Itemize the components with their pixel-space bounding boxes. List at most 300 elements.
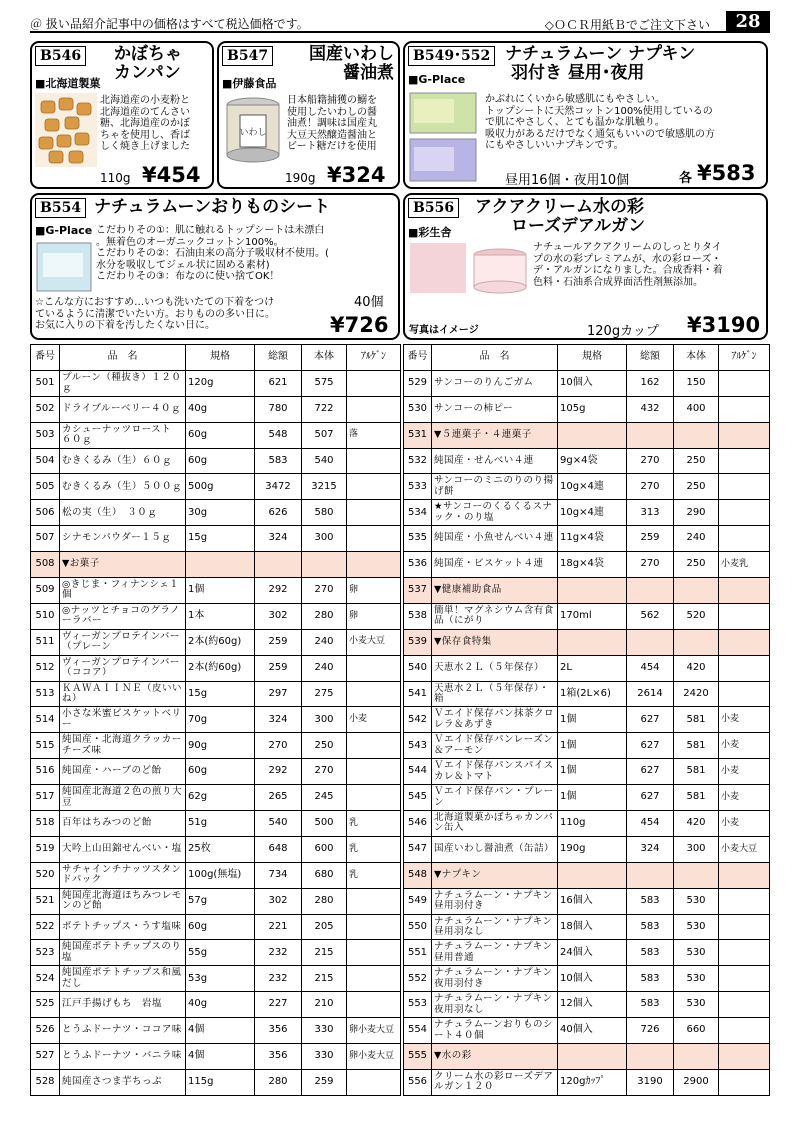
table-row: [31, 914, 401, 940]
item-allergen: [719, 1018, 770, 1044]
item-name: 天恵水２Ｌ（５年保存）: [432, 655, 558, 681]
item-total: 454: [627, 655, 674, 681]
product-card-b554: [30, 193, 400, 340]
table-row: [31, 992, 401, 1018]
item-allergen: 小麦大豆: [719, 836, 770, 862]
product-description: かぶれにくいから敏感肌にもやさしい。 トップシートに天然コットン100%使用しているの で肌にやさしく、とても温かな肌触り。 吸収力があるだけでなく通気もいいので敏感肌の方 にもやさしいいナプキンです。: [485, 94, 715, 151]
table-row: [31, 733, 401, 759]
item-base: 275: [302, 681, 347, 707]
item-number: 516: [31, 759, 60, 785]
product-card-b547: [217, 41, 400, 189]
item-name: サンコーのミニのりのり揚げ餅: [432, 474, 558, 500]
table-row: [404, 370, 770, 396]
item-name: 百年はちみつのど飴: [60, 811, 186, 837]
item-name: 簡単！マグネシウム含有食品（にがり: [432, 603, 558, 629]
item-name: シナモンパウダー１５ｇ: [60, 526, 186, 552]
item-allergen: 乳: [347, 862, 401, 888]
item-spec: 170ml: [558, 603, 627, 629]
item-number: 505: [31, 474, 60, 500]
table-row: [31, 422, 401, 448]
item-base: 722: [302, 396, 347, 422]
item-base: 240: [302, 629, 347, 655]
item-name: ナチュラムーン・ナプキン昼用普通: [432, 940, 558, 966]
table-row: [404, 500, 770, 526]
item-total: 726: [627, 1018, 674, 1044]
col-number: 番号: [31, 345, 60, 371]
item-name: 松の実（生） ３０ｇ: [60, 500, 186, 526]
table-row: [31, 578, 401, 604]
item-base: [674, 629, 719, 655]
item-name: 純国産北海道ほちみつレモンのど飴: [60, 888, 186, 914]
item-number: 535: [404, 526, 432, 552]
table-row: [31, 474, 401, 500]
item-base: 420: [674, 811, 719, 837]
table-row: [404, 629, 770, 655]
item-total: 626: [255, 500, 302, 526]
item-spec: [558, 578, 627, 604]
item-base: 300: [674, 836, 719, 862]
item-name: プルーン（種抜き）１２０ｇ: [60, 370, 186, 396]
item-name: ドライブルーベリー４０ｇ: [60, 396, 186, 422]
item-allergen: [347, 785, 401, 811]
item-name: ▼健康補助食品: [432, 578, 558, 604]
item-name: むきくるみ（生）６０ｇ: [60, 448, 186, 474]
table-row: [404, 655, 770, 681]
item-base: 530: [674, 888, 719, 914]
product-title: 国産いわし 醤油煮: [309, 44, 394, 83]
item-base: 300: [302, 707, 347, 733]
item-number: 553: [404, 992, 432, 1018]
item-number: 513: [31, 681, 60, 707]
item-allergen: [719, 370, 770, 396]
item-number: 544: [404, 759, 432, 785]
item-base: 250: [674, 474, 719, 500]
item-base: 507: [302, 422, 347, 448]
item-allergen: [347, 526, 401, 552]
table-row: [404, 785, 770, 811]
item-base: 400: [674, 396, 719, 422]
item-allergen: [719, 681, 770, 707]
item-base: 420: [674, 655, 719, 681]
item-spec: 60g: [186, 448, 255, 474]
item-name: ナチュラムーン・ナプキン昼用羽付き: [432, 888, 558, 914]
item-spec: 2本(約60g): [186, 629, 255, 655]
item-spec: 10個入: [558, 966, 627, 992]
col-allergen: ｱﾙｹﾞﾝ: [347, 345, 401, 371]
item-total: 270: [627, 448, 674, 474]
item-name: Ｖエイド保存パンスパイスカレ＆トマト: [432, 759, 558, 785]
item-name: ▼ナプキン: [432, 862, 558, 888]
item-base: 575: [302, 370, 347, 396]
item-base: 245: [302, 785, 347, 811]
item-base: 660: [674, 1018, 719, 1044]
item-base: 210: [302, 992, 347, 1018]
item-total: 454: [627, 811, 674, 837]
item-number: 530: [404, 396, 432, 422]
item-allergen: [719, 448, 770, 474]
item-total: 270: [627, 552, 674, 578]
item-allergen: [719, 1069, 770, 1095]
item-spec: [558, 629, 627, 655]
item-spec: [186, 552, 255, 578]
item-base: 580: [302, 500, 347, 526]
table-row: [404, 1069, 770, 1095]
product-title: かぼちゃ カンパン: [114, 44, 182, 83]
product-image-sheet: [35, 239, 93, 295]
item-name: 純国産・ビスケット４連: [432, 552, 558, 578]
product-image-napkin: [408, 89, 480, 185]
item-total: 3472: [255, 474, 302, 500]
item-spec: 16個入: [558, 888, 627, 914]
item-spec: 62g: [186, 785, 255, 811]
item-base: 2420: [674, 681, 719, 707]
item-total: 221: [255, 914, 302, 940]
item-total: 583: [627, 966, 674, 992]
item-spec: 53g: [186, 966, 255, 992]
item-number: 508: [31, 552, 60, 578]
svg-text:いわし: いわし: [239, 128, 267, 138]
item-number: 529: [404, 370, 432, 396]
item-total: 280: [255, 1069, 302, 1095]
table-row: [31, 862, 401, 888]
item-allergen: [719, 888, 770, 914]
item-total: 583: [627, 914, 674, 940]
table-row: [404, 966, 770, 992]
item-allergen: [719, 940, 770, 966]
table-row: [31, 526, 401, 552]
item-base: 581: [674, 733, 719, 759]
item-spec: 1個: [558, 785, 627, 811]
item-spec: 9g×4袋: [558, 448, 627, 474]
item-base: 520: [674, 603, 719, 629]
table-row: [31, 629, 401, 655]
item-name: 小さな米蜜ビスケットベリー: [60, 707, 186, 733]
item-allergen: [719, 1044, 770, 1070]
product-title: ナチュラムーンおりものシート: [94, 197, 331, 217]
item-allergen: 乳: [347, 836, 401, 862]
item-base: 500: [302, 811, 347, 837]
table-row: [31, 603, 401, 629]
item-base: 290: [674, 500, 719, 526]
item-spec: 90g: [186, 733, 255, 759]
item-spec: 120gｶｯﾌﾟ: [558, 1069, 627, 1095]
item-number: 538: [404, 603, 432, 629]
item-name: 国産いわし醤油煮（缶詰）: [432, 836, 558, 862]
item-total: 2614: [627, 681, 674, 707]
item-spec: 25枚: [186, 836, 255, 862]
item-base: [674, 862, 719, 888]
item-allergen: [347, 914, 401, 940]
item-number: 537: [404, 578, 432, 604]
item-base: 300: [302, 526, 347, 552]
product-card-b556: [403, 193, 768, 340]
item-name: 純国産・ハーブのど飴: [60, 759, 186, 785]
item-allergen: 小麦大豆: [347, 629, 401, 655]
item-name: 純国産・小魚せんべい４連: [432, 526, 558, 552]
product-size: 110g: [100, 171, 131, 185]
table-row: [31, 552, 401, 578]
item-name: クリーム水の彩ローズデアルガン１２０: [432, 1069, 558, 1095]
item-number: 545: [404, 785, 432, 811]
item-total: 324: [255, 526, 302, 552]
product-size: 40個: [354, 295, 384, 310]
item-base: 530: [674, 914, 719, 940]
item-number: 525: [31, 992, 60, 1018]
item-name: ▼５連菓子・４連菓子: [432, 422, 558, 448]
item-spec: 24個入: [558, 940, 627, 966]
item-name: 純国産ポテトチップス和風だし: [60, 966, 186, 992]
price-table-right: [403, 344, 770, 1096]
item-name: ヴィーガンプロテインバー（ココア）: [60, 655, 186, 681]
table-row: [404, 681, 770, 707]
item-allergen: [719, 474, 770, 500]
item-name: Ｖエイド保存パン・プレーン: [432, 785, 558, 811]
item-allergen: [719, 914, 770, 940]
item-spec: 55g: [186, 940, 255, 966]
item-number: 501: [31, 370, 60, 396]
table-row: [31, 707, 401, 733]
table-row: [31, 888, 401, 914]
table-row: [404, 888, 770, 914]
table-row: [404, 992, 770, 1018]
table-row: [404, 914, 770, 940]
table-row: [31, 759, 401, 785]
item-allergen: [347, 655, 401, 681]
item-spec: 57g: [186, 888, 255, 914]
item-name: ナチュラムーン・ナプキン夜用羽付き: [432, 966, 558, 992]
item-allergen: 乳: [347, 811, 401, 837]
item-number: 556: [404, 1069, 432, 1095]
item-allergen: [347, 992, 401, 1018]
item-spec: 12個入: [558, 992, 627, 1018]
item-name: ナチュラムーンおりものシート４０個: [432, 1018, 558, 1044]
table-row: [404, 474, 770, 500]
table-row: [404, 811, 770, 837]
table-row: [404, 836, 770, 862]
table-row: [404, 603, 770, 629]
col-spec: 規格: [558, 345, 627, 371]
item-allergen: [347, 940, 401, 966]
item-base: [674, 1044, 719, 1070]
item-spec: 60g: [186, 914, 255, 940]
item-total: 292: [255, 759, 302, 785]
item-base: 250: [674, 552, 719, 578]
item-base: 581: [674, 759, 719, 785]
photo-note: 写真はイメージ: [409, 325, 479, 336]
product-size: 120gカップ: [587, 324, 659, 339]
item-allergen: 小麦: [719, 811, 770, 837]
item-allergen: [347, 759, 401, 785]
item-total: 270: [255, 733, 302, 759]
item-number: 515: [31, 733, 60, 759]
table-row: [31, 500, 401, 526]
item-allergen: [719, 655, 770, 681]
recommend-note: ☆こんな方におすすめ…いつも洗いたての下着をつけ ているように清潔でいたい方。おりものの多い日に。 お気に入りの下着を汚したくない日に。: [35, 297, 275, 331]
item-name: ナチュラムーン・ナプキン夜用羽なし: [432, 992, 558, 1018]
table-row: [404, 1018, 770, 1044]
item-number: 548: [404, 862, 432, 888]
item-spec: 500g: [186, 474, 255, 500]
item-spec: 40g: [186, 992, 255, 1018]
col-allergen: ｱﾙｹﾞﾝ: [719, 345, 770, 371]
item-base: [302, 552, 347, 578]
table-row: [404, 578, 770, 604]
item-allergen: [347, 966, 401, 992]
item-number: 526: [31, 1018, 60, 1044]
product-price: ¥726: [330, 313, 389, 337]
item-total: [627, 1044, 674, 1070]
item-base: 259: [302, 1069, 347, 1095]
item-total: 324: [255, 707, 302, 733]
item-number: 552: [404, 966, 432, 992]
item-number: 531: [404, 422, 432, 448]
item-allergen: [719, 992, 770, 1018]
item-name: 大吟上山田錦せんべい・塩: [60, 836, 186, 862]
item-spec: 15g: [186, 681, 255, 707]
item-name: 江戸手揚げもち 岩塩: [60, 992, 186, 1018]
item-spec: [558, 1044, 627, 1070]
item-total: 302: [255, 888, 302, 914]
item-base: 581: [674, 707, 719, 733]
page-header: [30, 13, 770, 33]
item-spec: 4個: [186, 1018, 255, 1044]
table-row: [31, 655, 401, 681]
product-code: B554: [35, 198, 86, 218]
item-spec: 2本(約60g): [186, 655, 255, 681]
item-spec: 30g: [186, 500, 255, 526]
item-spec: 15g: [186, 526, 255, 552]
item-name: ナチュラムーン・ナプキン昼用羽なし: [432, 914, 558, 940]
table-row: [31, 940, 401, 966]
table-header-row: [31, 345, 401, 371]
item-total: 313: [627, 500, 674, 526]
item-spec: 18g×4袋: [558, 552, 627, 578]
each-label: 各: [679, 171, 693, 186]
col-spec: 規格: [186, 345, 255, 371]
item-number: 554: [404, 1018, 432, 1044]
item-number: 550: [404, 914, 432, 940]
col-base: 本体: [674, 345, 719, 371]
item-allergen: [719, 422, 770, 448]
item-allergen: 小麦: [347, 707, 401, 733]
item-number: 540: [404, 655, 432, 681]
price-table-left: [30, 344, 401, 1096]
item-base: 680: [302, 862, 347, 888]
product-image-cream: [408, 239, 530, 297]
item-number: 539: [404, 629, 432, 655]
col-name: 品 名: [432, 345, 558, 371]
item-total: 583: [627, 992, 674, 1018]
item-name: ▼お菓子: [60, 552, 186, 578]
maker: ■伊藤食品: [222, 77, 277, 90]
item-base: 150: [674, 370, 719, 396]
item-total: 232: [255, 940, 302, 966]
item-spec: 120g: [186, 370, 255, 396]
item-base: 330: [302, 1044, 347, 1070]
table-row: [404, 396, 770, 422]
product-description: 日本船籍捕獲の鰯を 使用したいわしの醤 油煮！調味は国産丸 大豆天然醸造醤油と ビート糖だけを使用: [287, 95, 377, 152]
item-base: 250: [674, 448, 719, 474]
item-allergen: [347, 888, 401, 914]
item-spec: 1個: [186, 578, 255, 604]
item-number: 527: [31, 1044, 60, 1070]
item-spec: 190g: [558, 836, 627, 862]
table-row: [31, 396, 401, 422]
item-number: 502: [31, 396, 60, 422]
table-row: [31, 836, 401, 862]
item-base: 540: [302, 448, 347, 474]
item-allergen: 小麦乳: [719, 552, 770, 578]
item-base: 270: [302, 759, 347, 785]
item-total: 259: [627, 526, 674, 552]
table-row: [31, 1018, 401, 1044]
item-allergen: [347, 733, 401, 759]
item-total: [255, 552, 302, 578]
item-spec: [558, 422, 627, 448]
table-row: [31, 1044, 401, 1070]
item-name: サンコーの柿ピー: [432, 396, 558, 422]
item-spec: 10g×4連: [558, 500, 627, 526]
table-row: [31, 681, 401, 707]
item-number: 555: [404, 1044, 432, 1070]
item-total: 356: [255, 1044, 302, 1070]
product-card-b546: [30, 41, 214, 189]
table-row: [404, 552, 770, 578]
table-row: [31, 1069, 401, 1095]
table-row: [404, 526, 770, 552]
item-total: 259: [255, 629, 302, 655]
table-row: [404, 422, 770, 448]
product-code: B546: [35, 46, 86, 66]
item-number: 503: [31, 422, 60, 448]
item-number: 522: [31, 914, 60, 940]
item-base: [674, 578, 719, 604]
product-title: ナチュラムーン ナプキン 羽付き 昼用･夜用: [505, 44, 696, 83]
item-number: 510: [31, 603, 60, 629]
item-number: 511: [31, 629, 60, 655]
item-spec: 2L: [558, 655, 627, 681]
item-name: 純国産さつま芋ちっぷ: [60, 1069, 186, 1095]
item-base: 600: [302, 836, 347, 862]
item-base: 530: [674, 940, 719, 966]
item-base: 330: [302, 1018, 347, 1044]
item-total: [627, 578, 674, 604]
item-name: ＫＡＷＡＩＩＮＥ（皮いいね）: [60, 681, 186, 707]
item-total: 356: [255, 1018, 302, 1044]
item-total: 627: [627, 707, 674, 733]
item-name: ヴィーガンプロテインバー（プレーン: [60, 629, 186, 655]
item-name: ◎ナッツとチョコのグラノーラバー: [60, 603, 186, 629]
product-code: B547: [222, 46, 273, 66]
item-total: 627: [627, 785, 674, 811]
item-total: 232: [255, 966, 302, 992]
item-number: 518: [31, 811, 60, 837]
item-allergen: [347, 474, 401, 500]
item-spec: 51g: [186, 811, 255, 837]
item-number: 514: [31, 707, 60, 733]
item-number: 517: [31, 785, 60, 811]
item-total: 324: [627, 836, 674, 862]
item-base: 530: [674, 966, 719, 992]
page-number: 28: [726, 11, 770, 33]
table-row: [404, 448, 770, 474]
item-base: 2900: [674, 1069, 719, 1095]
product-title: アクアクリーム水の彩 ローズデアルガン: [475, 197, 646, 236]
item-number: 546: [404, 811, 432, 837]
maker: ■G-Place: [35, 224, 93, 237]
item-name: ポテトチップス・うす塩味: [60, 914, 186, 940]
item-total: 780: [255, 396, 302, 422]
